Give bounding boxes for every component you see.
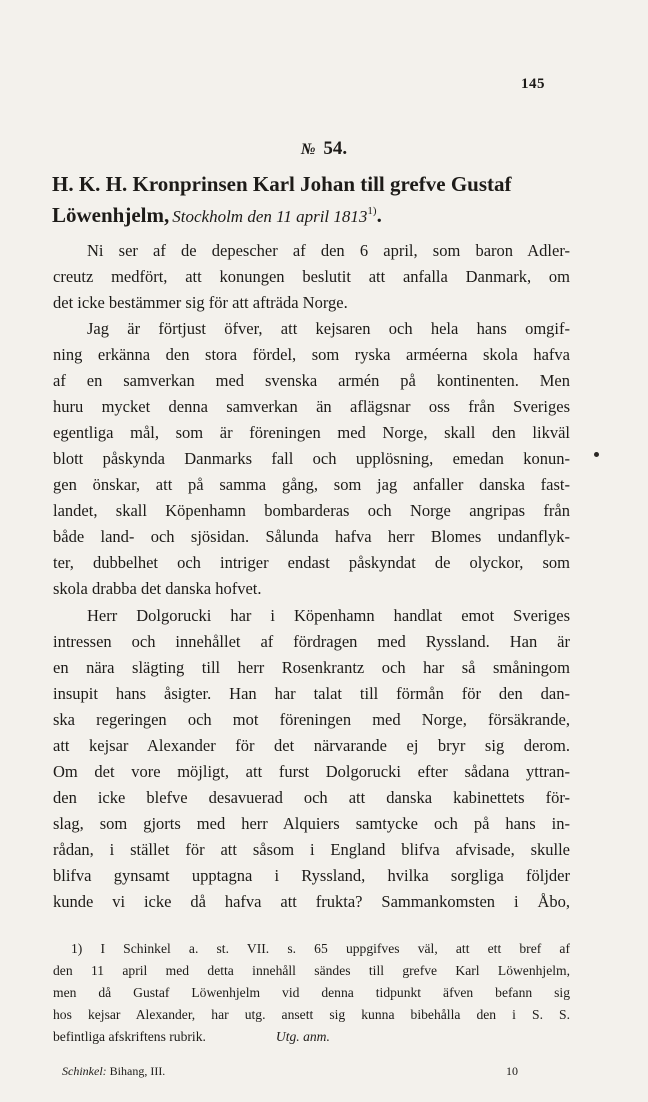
body-line: blott påskynda Danmarks fall och upplösning, emedan konun- — [53, 449, 570, 468]
footnote-line-last — [53, 1026, 570, 1048]
body-line: creutz medfört, att konungen beslutit att anfalla Danmark, om — [53, 267, 570, 286]
footnote-text: befintliga afskriftens rubrik. — [53, 1029, 206, 1044]
body-line: intressen och innehållet af fördragen med Ryssland. Han är — [53, 632, 570, 651]
body-line: gen önskar, att på samma gång, som jag anfaller danska fast- — [53, 475, 570, 494]
document-number-value: 54. — [323, 138, 348, 159]
speck — [594, 452, 599, 457]
heading-recipient: Löwenhjelm, — [52, 203, 170, 227]
body-line: kunde vi icke då hafva att frukta? Sammankomsten i Åbo, — [53, 892, 570, 911]
body-line: insupit hans åsigter. Han har talat till förmån för den dan- — [53, 684, 570, 703]
body-line: den icke blefve desavuerad och att danska kabinettets för- — [53, 788, 570, 807]
editor-note: Utg. anm. — [275, 1029, 330, 1044]
heading-place-date: Stockholm den 11 april 1813 — [172, 207, 368, 226]
body-line: huru mycket denna samverkan än aflägsnar oss från Sveriges — [53, 397, 570, 416]
body-line: Jag är förtjust öfver, att kejsaren och hela hans omgif- — [87, 319, 570, 338]
document-number-symbol: № — [300, 141, 316, 158]
body-line: både land- och sjösidan. Sålunda hafva herr Blomes undanflyk- — [53, 527, 570, 546]
footnote-line: hos kejsar Alexander, har utg. ansett sig kunna bibehålla den i S. S. — [53, 1007, 570, 1022]
body-line: ska regeringen och mot föreningen med Norge, försäkrande, — [53, 710, 570, 729]
heading-closing: . — [376, 203, 382, 227]
body-line: ning erkänna den stora fördel, som ryska arméerna skola hafva — [53, 345, 570, 364]
body-line: att kejsar Alexander för det närvarande ej bryr sig derom. — [53, 736, 570, 755]
signature-text: Bihang, III. — [109, 1064, 166, 1078]
body-line: skola drabba det danska hofvet. — [53, 579, 262, 598]
signature-mark — [62, 1063, 165, 1079]
body-line: ter, dubbelhet och intriger endast påskyndat de olyckor, som — [53, 553, 570, 572]
body-line: Ni ser af de depescher af den 6 april, som baron Adler- — [87, 241, 570, 260]
document-number — [0, 138, 648, 160]
body-line: blifva gynsamt upptagna i Ryssland, hvilka sorgliga följder — [53, 866, 570, 885]
body-line: en nära slägting till herr Rosenkrantz och har så småningom — [53, 658, 570, 677]
body-line: egentliga mål, som är föreningen med Norge, skall den likväl — [53, 423, 570, 442]
heading-line-1: H. K. H. Kronprinsen Karl Johan till grefve Gustaf — [52, 172, 512, 196]
sheet-mark: 10 — [506, 1064, 518, 1078]
footnote-line: 1) I Schinkel a. st. VII. s. 65 uppgifves väl, att ett bref af — [71, 941, 570, 956]
footnote-line: men då Gustaf Löwenhjelm vid denna tidpunkt äfven befann sig — [53, 985, 570, 1000]
body-line: Herr Dolgorucki har i Köpenhamn handlat emot Sveriges — [87, 606, 570, 625]
body-line: Om det vore möjligt, att furst Dolgorucki efter sådana yttran- — [53, 762, 570, 781]
body-line: landet, skall Köpenhamn bombarderas och Norge angripas från — [53, 501, 570, 520]
body-line: det icke bestämmer sig för att afträda Norge. — [53, 293, 348, 312]
footnote-line: den 11 april med detta innehåll sändes till grefve Karl Löwenhjelm, — [53, 963, 570, 978]
page-number: 145 — [521, 76, 545, 92]
heading-line-2 — [52, 199, 582, 229]
body-line: rådan, i stället för att såsom i England blifva afvisade, skulle — [53, 840, 570, 859]
heading-footnote-ref: 1) — [367, 205, 377, 217]
signature-source: Schinkel: — [62, 1064, 107, 1078]
body-line: slag, som gjorts med herr Alquiers samtycke och på hans in- — [53, 814, 570, 833]
body-line: af en samverkan med svenska armén på kontinenten. Men — [53, 371, 570, 390]
